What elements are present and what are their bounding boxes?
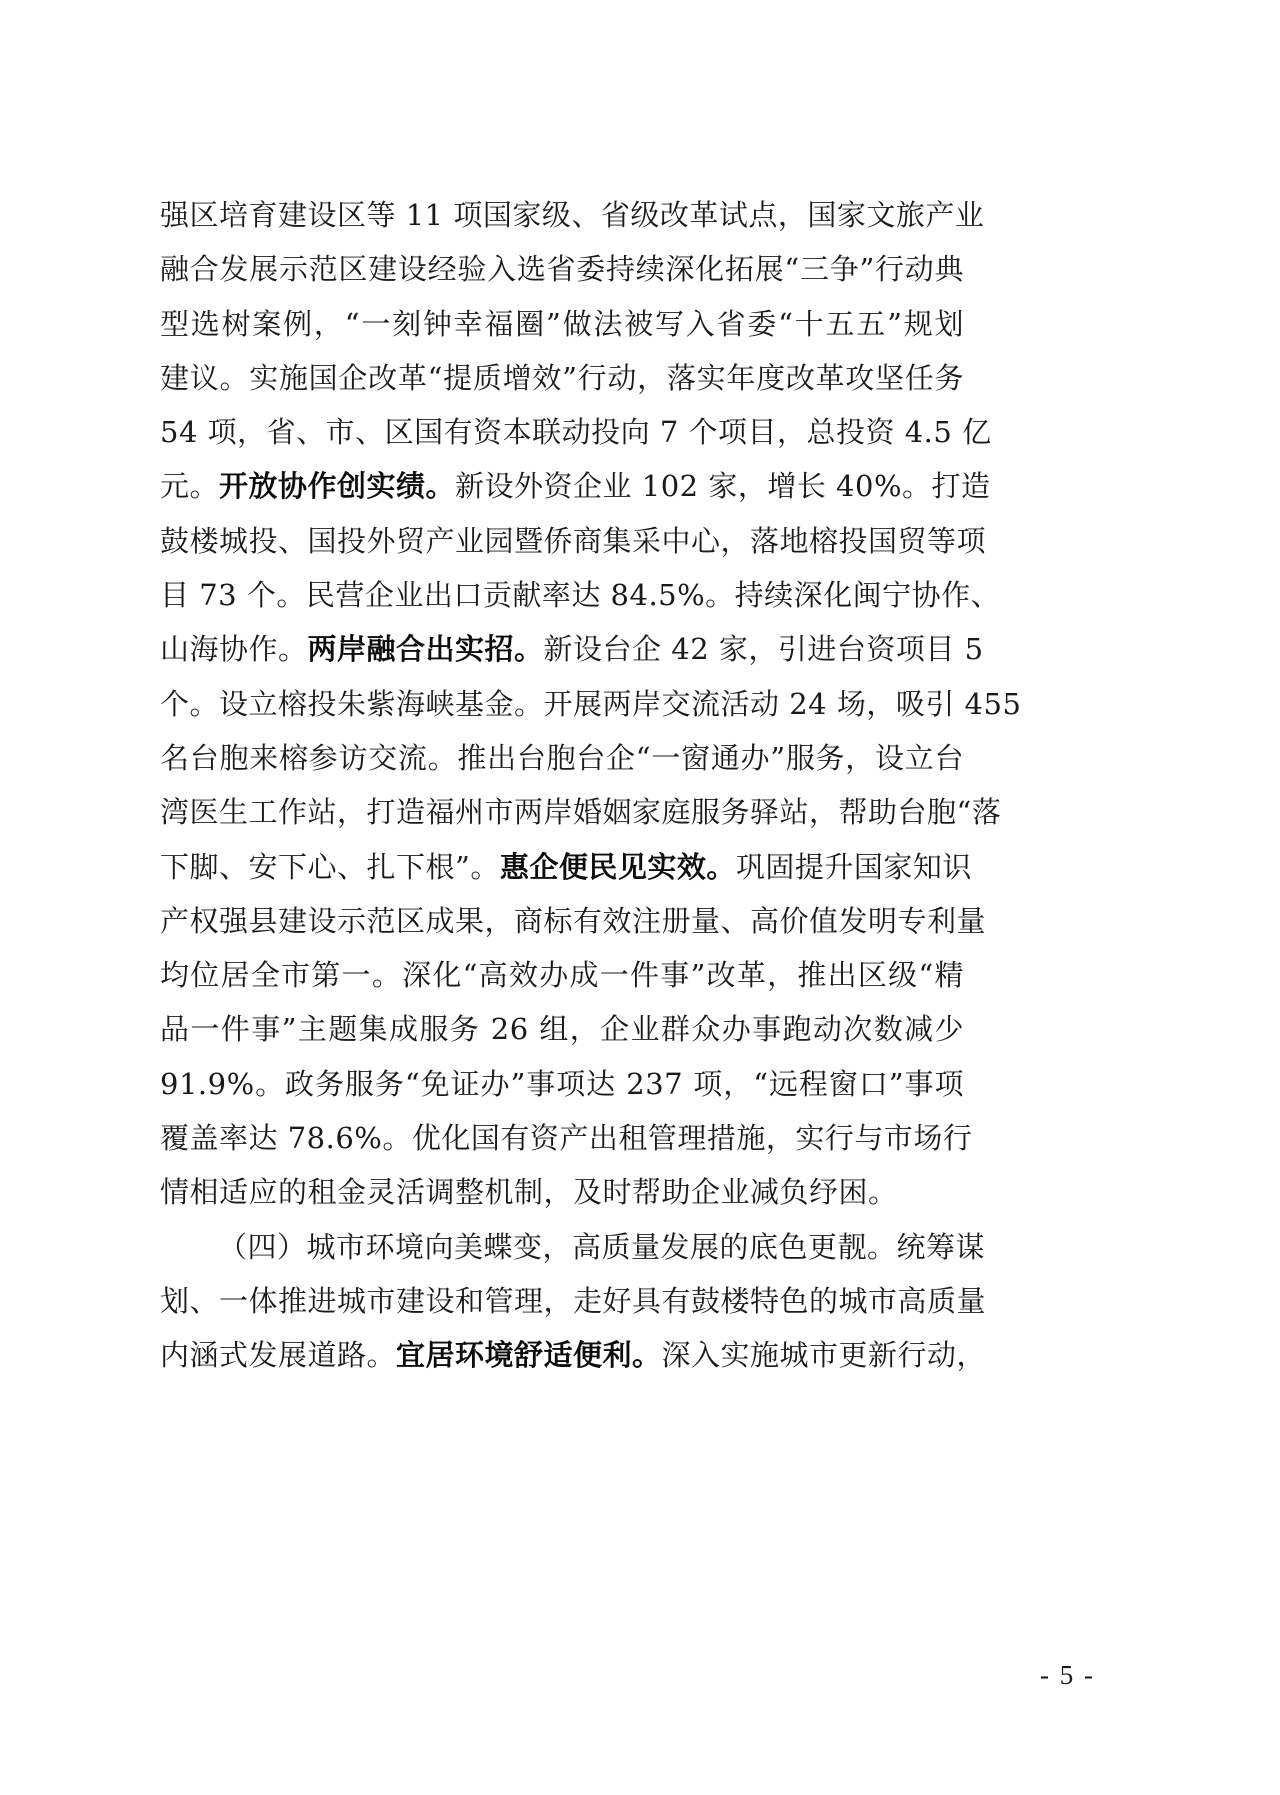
text-line [160, 188, 985, 242]
text-line [160, 894, 987, 948]
text-line [160, 948, 964, 1002]
text-line [160, 568, 1001, 622]
text-segment: 品一件事”主题集成服务 26 组，企业群众办事跑动次数减少 [160, 1012, 964, 1047]
text-segment: 鼓楼城投、国投外贸产业园暨侨商集采中心，落地榕投国贸等项 [160, 523, 987, 558]
text-segment: 型选树案例，“一刻钟幸福圈”做法被写入省委“十五五”规划 [160, 306, 964, 341]
text-line [160, 297, 964, 351]
text-segment: 目 73 个。民营企业出口贡献率达 84.5%。持续深化闽宁协作、 [160, 578, 1001, 613]
text-segment: 元。 [160, 469, 220, 504]
bold-heading-phrase: 开放协作创实绩。 [219, 469, 456, 504]
text-line [160, 785, 1002, 839]
text-line [160, 351, 964, 405]
text-line [160, 1220, 986, 1274]
text-segment: 内涵式发展道路。 [160, 1338, 397, 1373]
text-line [160, 459, 991, 513]
text-segment: 91.9%。政务服务“免证办”事项达 237 项，“远程窗口”事项 [160, 1066, 964, 1101]
text-line [160, 677, 1022, 731]
text-segment: （四）城市环境向美蝶变，高质量发展的底色更靓。统筹谋 [218, 1229, 986, 1264]
text-line [160, 1111, 973, 1165]
bold-heading-phrase: 宜居环境舒适便利。 [396, 1338, 662, 1373]
text-segment: 湾医生工作站，打造福州市两岸婚姻家庭服务驿站，帮助台胞“落 [160, 795, 1002, 830]
text-line [160, 1165, 964, 1219]
text-line [160, 514, 987, 568]
text-segment: 覆盖率达 78.6%。优化国有资产出租管理措施，实行与市场行 [160, 1121, 973, 1156]
text-segment: 新设外资企业 102 家，增长 40%。打造 [455, 469, 991, 504]
text-segment: 深入实施城市更新行动， [661, 1338, 987, 1373]
text-line [160, 405, 992, 459]
text-line [160, 840, 972, 894]
bold-heading-phrase: 惠企便民见实效。 [499, 849, 736, 884]
text-segment: 个。设立榕投朱紫海峡基金。开展两岸交流活动 24 场，吸引 455 [160, 686, 1022, 721]
text-line [160, 731, 964, 785]
text-line [160, 242, 964, 296]
text-segment: 山海协作。 [160, 632, 308, 667]
text-line [160, 1057, 964, 1111]
page-number: - 5 - [1040, 1660, 1095, 1690]
body-text [160, 188, 1022, 1383]
bold-heading-phrase: 两岸融合出实招。 [307, 632, 544, 667]
text-line [160, 622, 984, 676]
text-segment: 划、一体推进城市建设和管理，走好具有鼓楼特色的城市高质量 [160, 1283, 987, 1318]
text-segment: 均位居全市第一。深化“高效办成一件事”改革，推出区级“精 [160, 958, 964, 993]
text-segment: 巩固提升国家知识 [735, 849, 972, 884]
text-line [160, 1274, 987, 1328]
text-segment: 54 项，省、市、区国有资本联动投向 7 个项目，总投资 4.5 亿 [160, 415, 992, 450]
text-segment: 情相适应的租金灵活调整机制，及时帮助企业减负纾困。 [160, 1175, 898, 1210]
text-segment: 产权强县建设示范区成果，商标有效注册量、高价值发明专利量 [160, 903, 987, 938]
text-line [160, 1002, 964, 1056]
text-segment: 新设台企 42 家，引进台资项目 5 [543, 632, 984, 667]
text-segment: 建议。实施国企改革“提质增效”行动，落实年度改革攻坚任务 [160, 360, 964, 395]
text-segment: 强区培育建设区等 11 项国家级、省级改革试点，国家文旅产业 [160, 198, 985, 232]
text-line [160, 1328, 987, 1382]
text-segment: 下脚、安下心、扎下根”。 [160, 849, 500, 884]
text-segment: 名台胞来榕参访交流。推出台胞台企“一窗通办”服务，设立台 [160, 740, 964, 775]
text-segment: 融合发展示范区建设经验入选省委持续深化拓展“三争”行动典 [160, 252, 964, 287]
